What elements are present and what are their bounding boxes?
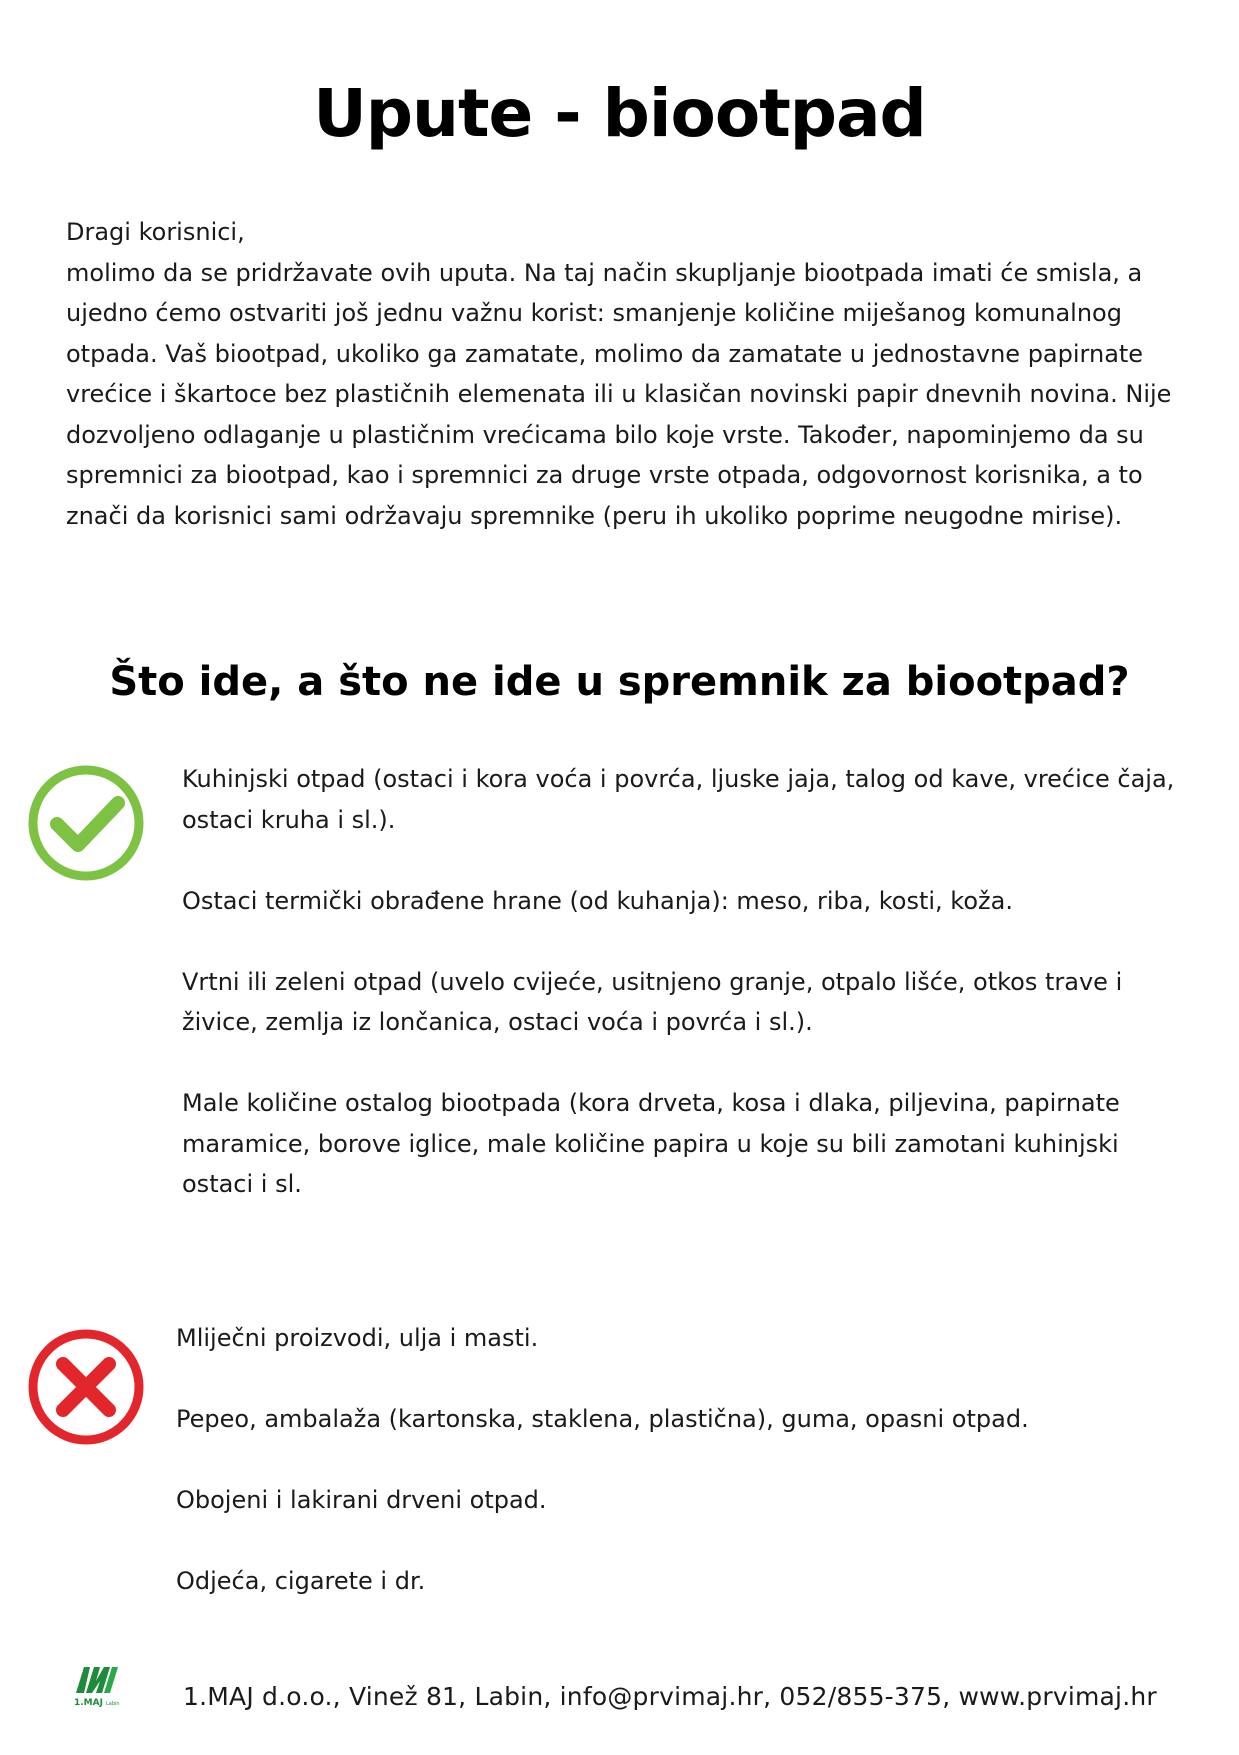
allowed-item: Male količine ostalog biootpada (kora drveta, kosa i dlaka, piljevina, papirnate maramice, borove iglice, male količine papira u koje su bili zamotani kuhinjski ostaci i sl. <box>182 1089 1120 1198</box>
section-subtitle: Što ide, a što ne ide u spremnik za biootpad? <box>109 659 1130 705</box>
forbidden-item: Pepeo, ambalaža (kartonska, staklena, plastična), guma, opasni otpad. <box>176 1405 1029 1433</box>
forbidden-item: Mliječni proizvodi, ulja i masti. <box>176 1324 539 1352</box>
x-circle-icon <box>26 1327 146 1447</box>
intro-text <box>66 212 1206 536</box>
intro-body: molimo da se pridržavate ovih uputa. Na taj način skupljanje biootpada imati će smisla, a ujedno ćemo ostvariti još jednu važnu korist: smanjenje količine miješanog komunalnog otpada. Vaš biootpad, ukoliko ga zamatate, molimo da zamatate u jednostavne papirnate vrećice i škartoce bez plastičnih elemenata ili u klasičan novinski papir dnevnih novina. Nije dozvoljeno odlaganje u plastičnim vrećicama bilo koje vrste. Također, napominjemo da su spremnici za biootpad, kao i spremnici za druge vrste otpada, odgovornost korisnika, a to znači da korisnici sami održavaju spremnike (peru ih ukoliko poprime neugodne mirise). <box>66 258 1172 530</box>
svg-text:Labin: Labin <box>106 1701 120 1707</box>
allowed-item: Vrtni ili zeleni otpad (uvelo cvijeće, usitnjeno granje, otpalo lišće, otkos trave i živice, zemlja iz lončanica, ostaci voća i povrća i sl.). <box>182 967 1123 1036</box>
svg-text:1.MAJ: 1.MAJ <box>74 1698 103 1708</box>
allowed-list <box>182 759 1182 1245</box>
company-logo <box>72 1663 134 1709</box>
footer-contact: 1.MAJ d.o.o., Vinež 81, Labin, info@prvimaj.hr, 052/855-375, www.prvimaj.hr <box>183 1682 1157 1711</box>
forbidden-list <box>176 1318 1176 1642</box>
allowed-item: Kuhinjski otpad (ostaci i kora voća i povrća, ljuske jaja, talog od kave, vrećice čaja, ostaci kruha i sl.). <box>182 765 1175 834</box>
allowed-item: Ostaci termički obrađene hrane (od kuhanja): meso, riba, kosti, koža. <box>182 886 1013 915</box>
check-circle-icon <box>26 763 146 883</box>
intro-greeting: Dragi korisnici, <box>66 218 245 246</box>
forbidden-item: Odjeća, cigarete i dr. <box>176 1567 426 1595</box>
forbidden-item: Obojeni i lakirani drveni otpad. <box>176 1486 547 1514</box>
page-title: Upute - biootpad <box>313 75 926 152</box>
